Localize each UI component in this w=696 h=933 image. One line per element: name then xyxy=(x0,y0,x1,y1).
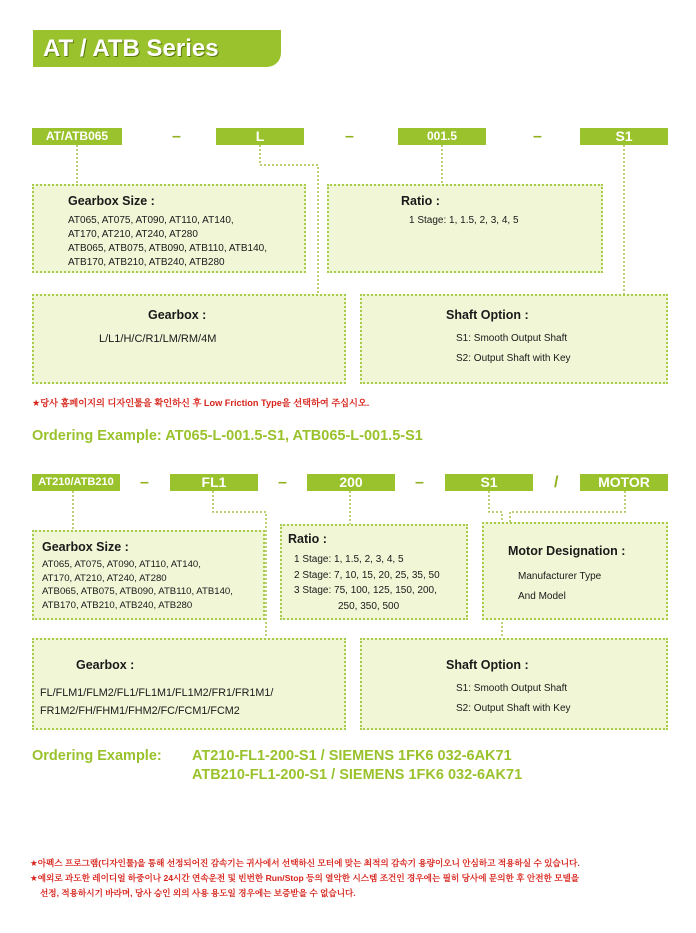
motor-designation-box xyxy=(482,522,668,620)
code-separator: – xyxy=(140,474,149,491)
gearbox-title: Gearbox : xyxy=(76,658,135,672)
gearbox-title: Gearbox : xyxy=(148,308,207,322)
ratio-line: 2 Stage: 7, 10, 15, 20, 25, 35, 50 xyxy=(294,569,440,581)
gearbox-size-line: AT065, AT075, AT090, AT110, AT140, xyxy=(68,215,234,226)
gearbox-types-line: FL/FLM1/FLM2/FL1/FL1M1/FL1M2/FR1/FR1M1/ xyxy=(40,687,274,699)
shaft-option-line: S1: Smooth Output Shaft xyxy=(456,333,568,344)
ratio-box xyxy=(280,524,468,620)
footer-note: ★예외로 과도한 레이디얼 하중이나 24시간 연속운전 및 빈번한 Run/Stop 등의 열악한 시스템 조건인 경우에는 필히 당사에 문의한 후 안전한 모델을 xyxy=(30,873,580,883)
gearbox-size-title: Gearbox Size : xyxy=(42,540,129,554)
motor-designation-title: Motor Designation : xyxy=(508,544,626,558)
gearbox-types-line: FR1M2/FH/FHM1/FHM2/FC/FCM1/FCM2 xyxy=(40,705,240,717)
code-gearbox: L xyxy=(216,128,304,145)
code-separator: – xyxy=(415,474,424,491)
gearbox-size-line: ATB170, ATB210, ATB240, ATB280 xyxy=(68,257,225,268)
footer-note: 선정, 적용하시기 바라며, 당사 승인 외의 사용 용도일 경우에는 보증받을 수 없습니다. xyxy=(40,888,356,898)
ratio-list xyxy=(294,552,440,614)
gearbox-size-line: ATB065, ATB075, ATB090, ATB110, ATB140, xyxy=(68,243,268,254)
ratio-title: Ratio : xyxy=(401,194,440,208)
ratio-line: 3 Stage: 75, 100, 125, 150, 200, xyxy=(294,585,437,596)
ratio-line: 1 Stage: 1, 1.5, 2, 3, 4, 5 xyxy=(294,554,404,565)
ordering-example-line: ATB210-FL1-200-S1 / SIEMENS 1FK6 032-6AK71 xyxy=(192,767,523,783)
low-friction-note: ★당사 홈페이지의 디자인툴을 확인하신 후 Low Friction Type을 선택하여 주십시오. xyxy=(32,398,370,408)
shaft-option-line: S1: Smooth Output Shaft xyxy=(456,683,568,694)
ratio-line: 1 Stage: 1, 1.5, 2, 3, 4, 5 xyxy=(409,215,519,226)
shaft-option-title: Shaft Option : xyxy=(446,308,529,322)
code-shaft: S1 xyxy=(580,128,668,145)
code-slash: / xyxy=(554,474,559,491)
code-gearbox-size: AT/ATB065 xyxy=(32,128,122,145)
gearbox-size-title: Gearbox Size : xyxy=(68,194,155,208)
gearbox-size-line: AT065, AT075, AT090, AT110, AT140, xyxy=(42,559,201,570)
gearbox-box xyxy=(32,638,346,730)
code-gearbox: FL1 xyxy=(170,474,258,491)
gearbox-size-line: ATB170, ATB210, ATB240, ATB280 xyxy=(42,599,193,611)
code-separator: – xyxy=(172,128,181,145)
gearbox-types: L/L1/H/C/R1/LM/RM/4M xyxy=(99,333,217,345)
ordering-example-label: Ordering Example: xyxy=(32,748,162,764)
ratio-title: Ratio : xyxy=(288,532,327,546)
shaft-option-line: S2: Output Shaft with Key xyxy=(456,703,571,714)
code-ratio: 200 xyxy=(307,474,395,491)
code-shaft: S1 xyxy=(445,474,533,491)
code-separator: – xyxy=(345,128,354,145)
code-separator: – xyxy=(278,474,287,491)
shaft-option-title: Shaft Option : xyxy=(446,658,529,672)
gearbox-types xyxy=(40,684,273,720)
code-gearbox-size: AT210/ATB210 xyxy=(32,474,120,491)
shaft-option-box xyxy=(360,638,668,730)
series-banner: AT / ATB Series xyxy=(33,30,281,67)
gearbox-size-line: AT170, AT210, AT240, AT280 xyxy=(68,229,198,240)
code-ratio: 001.5 xyxy=(398,128,486,145)
ordering-example-1: Ordering Example: AT065-L-001.5-S1, ATB065-L-001.5-S1 xyxy=(32,428,423,444)
code-separator: – xyxy=(533,128,542,145)
footer-note: ★아펙스 프로그램(디자인툴)을 통해 선정되어진 감속기는 귀사에서 선택하신 모터에 맞는 최적의 감속기 용량이오니 안심하고 적용하실 수 있습니다. xyxy=(30,858,580,868)
gearbox-size-list xyxy=(42,558,233,612)
motor-designation-line: And Model xyxy=(518,591,566,602)
shaft-option-line: S2: Output Shaft with Key xyxy=(456,353,571,364)
ordering-example-line: AT210-FL1-200-S1 / SIEMENS 1FK6 032-6AK71 xyxy=(192,748,512,764)
motor-designation-line: Manufacturer Type xyxy=(518,571,602,582)
gearbox-size-box xyxy=(32,530,265,620)
ratio-line: 250, 350, 500 xyxy=(338,600,400,612)
code-motor: MOTOR xyxy=(580,474,668,491)
gearbox-size-line: ATB065, ATB075, ATB090, ATB110, ATB140, xyxy=(42,586,233,597)
gearbox-size-line: AT170, AT210, AT240, AT280 xyxy=(42,572,167,584)
